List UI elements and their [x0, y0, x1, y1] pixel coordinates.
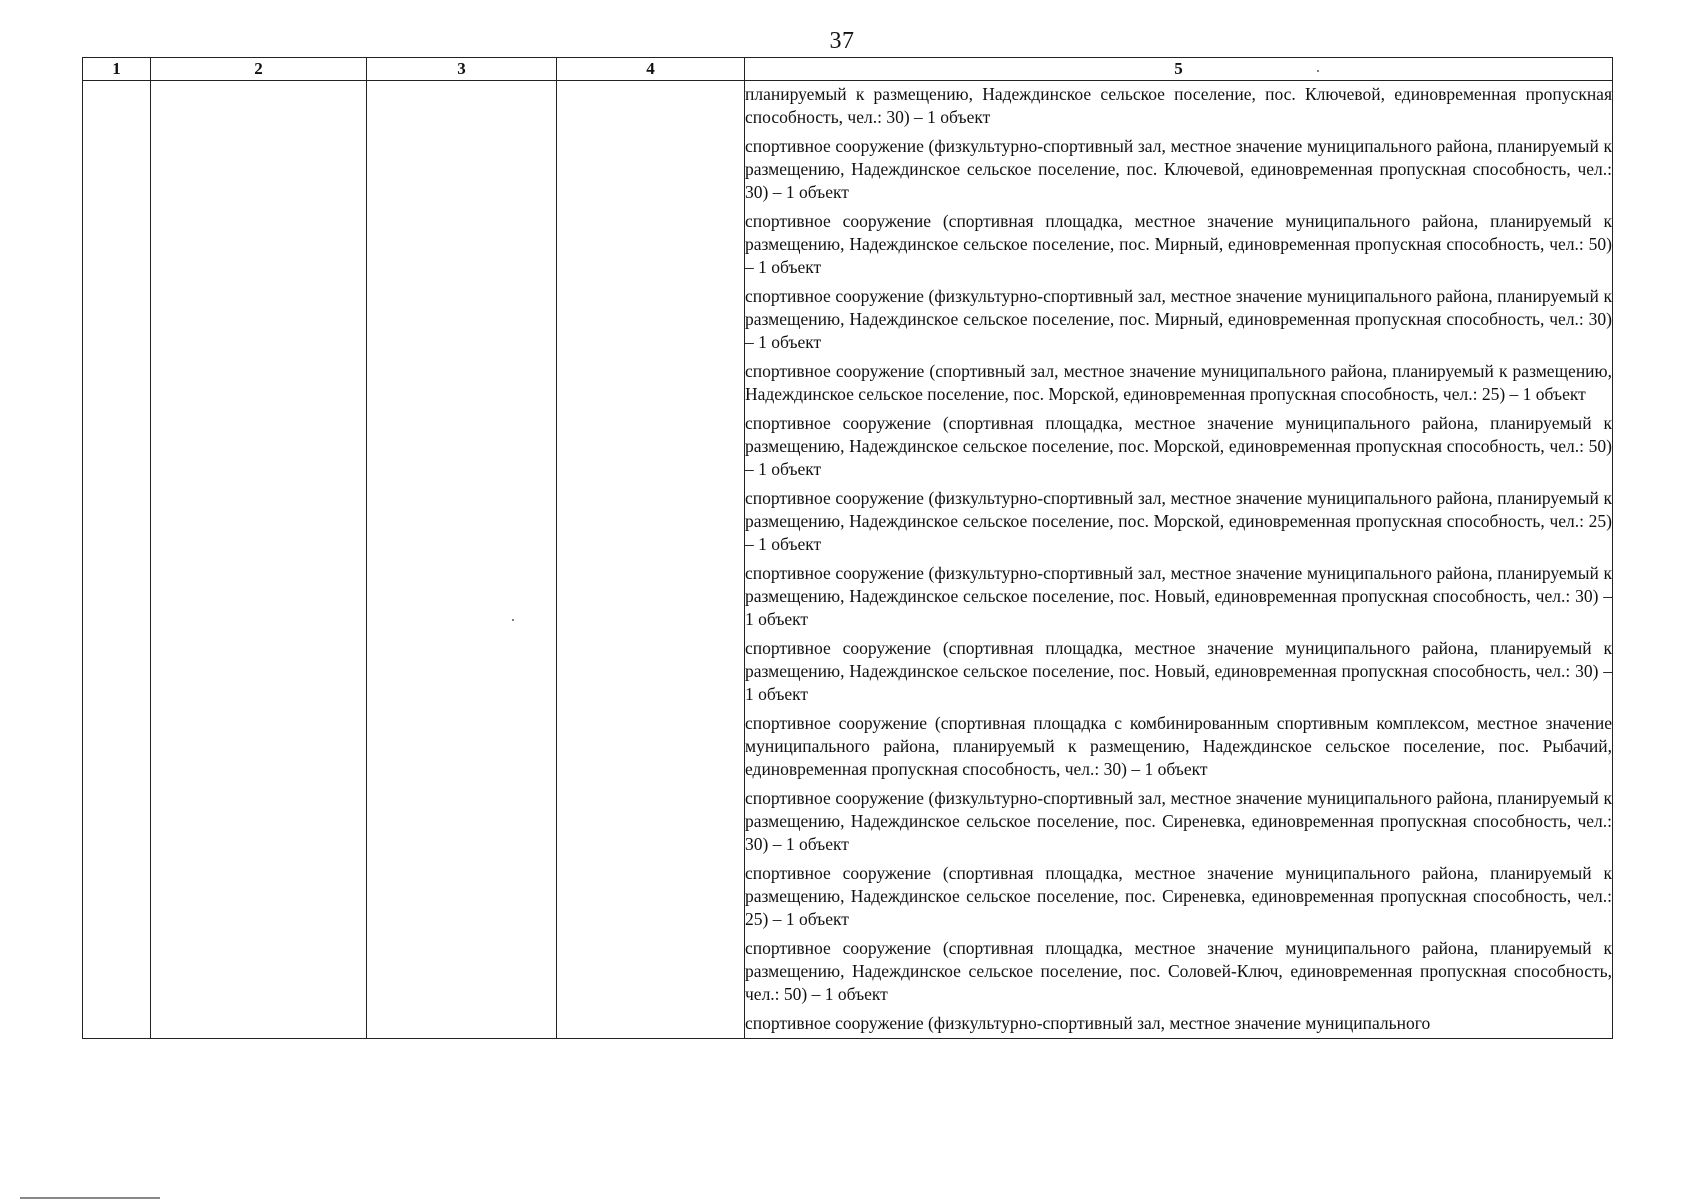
document-table: [82, 57, 1613, 1039]
list-item: спортивное сооружение (спортивная площадка с комбинированным спортивным комплексом, местное значение муниципального района, планируемый к размещению, Надеждинское сельское поселение, пос. Рыбачий, единовременная пропускная способность, чел.: 30) – 1 объект: [745, 713, 1612, 779]
column-header-5: 5: [745, 58, 1613, 81]
list-item: спортивное сооружение (спортивная площадка, местное значение муниципального района, планируемый к размещению, Надеждинское сельское поселение, пос. Соловей-Ключ, единовременная пропускная способность, чел.: 50) – 1 объект: [745, 938, 1612, 1004]
list-item: спортивное сооружение (физкультурно-спортивный зал, местное значение муниципального: [745, 1013, 1431, 1033]
list-item: спортивное сооружение (спортивный зал, местное значение муниципального района, планируемый к размещению, Надеждинское сельское поселение, пос. Морской, единовременная пропускная способность, чел.: 25) – 1 объект: [745, 361, 1612, 404]
list-item: спортивное сооружение (физкультурно-спортивный зал, местное значение муниципального района, планируемый к размещению, Надеждинское сельское поселение, пос. Новый, единовременная пропускная способность, чел.: 30) – 1 объект: [745, 563, 1612, 629]
table-row: [83, 81, 1613, 1039]
page-number: 37: [829, 28, 855, 54]
cell-column-4: [557, 81, 745, 1039]
scan-artifact-dot: [512, 619, 514, 621]
document-table-container: [82, 57, 1612, 1039]
scan-artifact-dot: [1317, 70, 1319, 72]
cell-column-1: [83, 81, 151, 1039]
list-item: спортивное сооружение (физкультурно-спортивный зал, местное значение муниципального района, планируемый к размещению, Надеждинское сельское поселение, пос. Ключевой, единовременная пропускная способность, чел.: 30) – 1 объект: [745, 136, 1612, 202]
column-header-2: 2: [151, 58, 367, 81]
list-item: спортивное сооружение (физкультурно-спортивный зал, местное значение муниципального района, планируемый к размещению, Надеждинское сельское поселение, пос. Морской, единовременная пропускная способность, чел.: 25) – 1 объект: [745, 488, 1612, 554]
footer-rule: [20, 1197, 160, 1199]
cell-column-3: [367, 81, 557, 1039]
cell-column-5: [745, 81, 1613, 1039]
table-header-row: [83, 58, 1613, 81]
column-header-3: 3: [367, 58, 557, 81]
list-item: спортивное сооружение (спортивная площадка, местное значение муниципального района, планируемый к размещению, Надеждинское сельское поселение, пос. Морской, единовременная пропускная способность, чел.: 50) – 1 объект: [745, 413, 1612, 479]
cell-column-2: [151, 81, 367, 1039]
column-header-1: 1: [83, 58, 151, 81]
list-item: спортивное сооружение (физкультурно-спортивный зал, местное значение муниципального района, планируемый к размещению, Надеждинское сельское поселение, пос. Мирный, единовременная пропускная способность, чел.: 30) – 1 объект: [745, 286, 1612, 352]
list-item: спортивное сооружение (спортивная площадка, местное значение муниципального района, планируемый к размещению, Надеждинское сельское поселение, пос. Мирный, единовременная пропускная способность, чел.: 50) – 1 объект: [745, 211, 1612, 277]
column-header-4: 4: [557, 58, 745, 81]
list-item: спортивное сооружение (спортивная площадка, местное значение муниципального района, планируемый к размещению, Надеждинское сельское поселение, пос. Новый, единовременная пропускная способность, чел.: 30) – 1 объект: [745, 638, 1612, 704]
list-item: спортивное сооружение (спортивная площадка, местное значение муниципального района, планируемый к размещению, Надеждинское сельское поселение, пос. Сиреневка, единовременная пропускная способность, чел.: 25) – 1 объект: [745, 863, 1612, 929]
list-item: планируемый к размещению, Надеждинское сельское поселение, пос. Ключевой, единовременная пропускная способность, чел.: 30) – 1 объект: [745, 84, 1612, 127]
list-item: спортивное сооружение (физкультурно-спортивный зал, местное значение муниципального района, планируемый к размещению, Надеждинское сельское поселение, пос. Сиреневка, единовременная пропускная способность, чел.: 30) – 1 объект: [745, 788, 1612, 854]
